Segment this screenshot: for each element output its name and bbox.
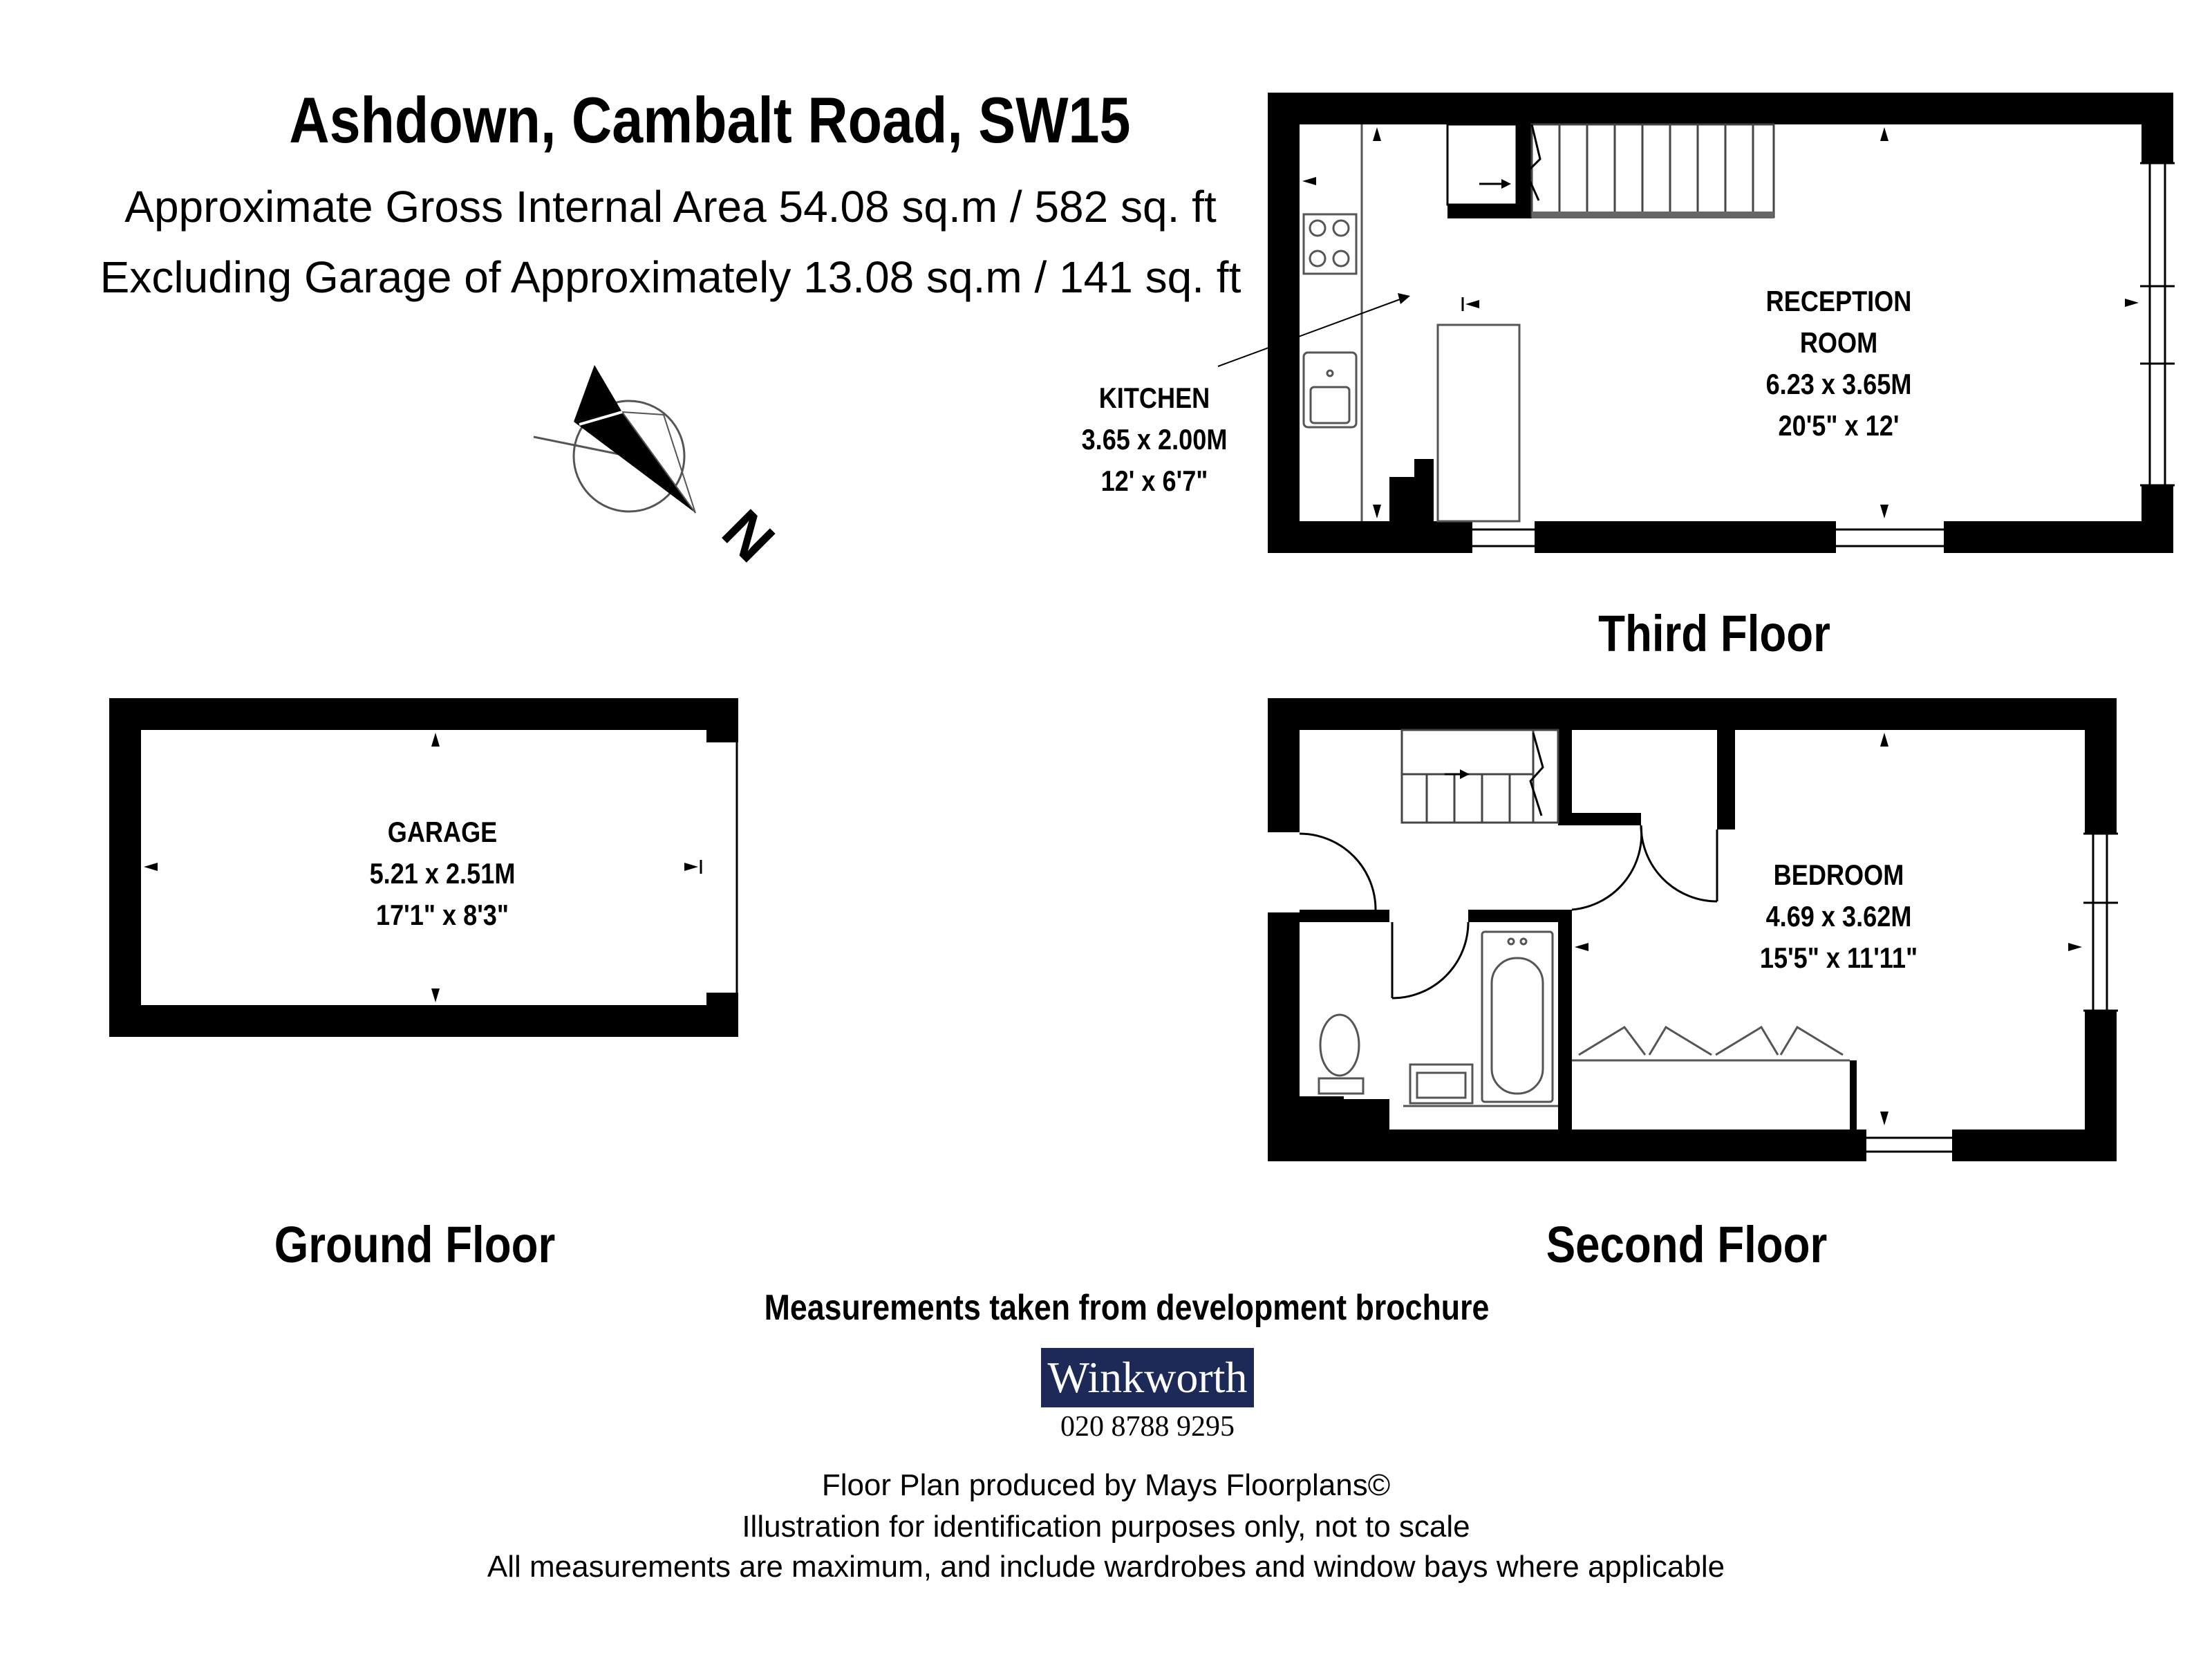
bedroom-window-bottom bbox=[1866, 1128, 1952, 1163]
room-name-2: ROOM bbox=[1799, 326, 1878, 359]
north-label: N bbox=[709, 497, 787, 575]
landing-wall bbox=[1558, 730, 1572, 823]
third-floor-window-bottom-left bbox=[1472, 520, 1535, 554]
footer-measurement-note: All measurements are maximum, and include wardrobes and window bays where applicable bbox=[487, 1550, 1725, 1584]
footer-credit: Floor Plan produced by Mays Floorplans© bbox=[821, 1468, 1391, 1502]
agent-phone: 020 8788 9295 bbox=[1060, 1411, 1235, 1443]
entrance-door-swing bbox=[1300, 834, 1376, 910]
north-arrow-icon bbox=[534, 365, 695, 513]
bathroom-door-swing bbox=[1392, 922, 1468, 998]
garage-door-opening bbox=[705, 742, 740, 993]
bath-icon bbox=[1482, 932, 1553, 1102]
room-name: RECEPTION bbox=[1765, 285, 1912, 317]
third-floor-window-bottom-right bbox=[1836, 520, 1944, 554]
room-size-metric: 3.65 x 2.00M bbox=[1081, 423, 1228, 456]
agent-logo: Winkworth bbox=[1041, 1348, 1254, 1407]
room-size-metric: 4.69 x 3.62M bbox=[1765, 900, 1912, 932]
wardrobe-end-wall bbox=[1850, 1060, 1857, 1130]
ground-floor-label: Ground Floor bbox=[274, 1216, 556, 1273]
entrance-door-opening bbox=[1266, 832, 1301, 912]
room-name: BEDROOM bbox=[1773, 859, 1904, 891]
bathroom-wall-vertical bbox=[1558, 910, 1572, 1130]
third-floor-stairs bbox=[1532, 124, 1774, 217]
garage-area-line: Excluding Garage of Approximately 13.08 sq.m / 141 sq. ft bbox=[100, 252, 1241, 302]
third-floor-stair-newel bbox=[1389, 459, 1434, 521]
room-name: GARAGE bbox=[387, 816, 498, 848]
bedroom-wall-stub bbox=[1717, 730, 1735, 830]
reception-room-label bbox=[1645, 281, 2032, 447]
bathroom-corner-block bbox=[1300, 1096, 1389, 1130]
kitchen-label bbox=[1009, 377, 1300, 502]
second-floor-label: Second Floor bbox=[1546, 1216, 1828, 1273]
room-size-imperial: 17'1" x 8'3" bbox=[375, 899, 509, 931]
measurement-note: Measurements taken from development brochure bbox=[764, 1288, 1490, 1328]
room-size-imperial: 12' x 6'7" bbox=[1100, 465, 1208, 497]
third-floor-label: Third Floor bbox=[1598, 605, 1830, 662]
third-floor-window-right bbox=[2140, 163, 2175, 485]
footer-disclaimer: Illustration for identification purposes only, not to scale bbox=[742, 1510, 1470, 1544]
page-title: Ashdown, Cambalt Road, SW15 bbox=[289, 84, 1131, 156]
wardrobe-doors bbox=[1572, 1027, 1850, 1060]
room-size-imperial: 15'5" x 11'11" bbox=[1759, 941, 1918, 974]
toilet-icon bbox=[1319, 1015, 1363, 1094]
bathroom-wall-top bbox=[1300, 910, 1389, 922]
room-size-imperial: 20'5" x 12' bbox=[1778, 409, 1900, 442]
gross-area-line: Approximate Gross Internal Area 54.08 sq.m / 582 sq. ft bbox=[124, 182, 1217, 232]
bedroom-door-swing bbox=[1572, 825, 1642, 910]
garage-label bbox=[249, 812, 636, 936]
room-size-metric: 5.21 x 2.51M bbox=[369, 857, 516, 890]
bedroom-label bbox=[1645, 854, 2032, 979]
basin-icon bbox=[1403, 1065, 1558, 1106]
room-name: KITCHEN bbox=[1098, 382, 1210, 414]
kitchen-tall-unit bbox=[1438, 325, 1519, 521]
bedroom-window-right bbox=[2083, 834, 2118, 1011]
room-size-metric: 6.23 x 3.65M bbox=[1765, 368, 1912, 400]
